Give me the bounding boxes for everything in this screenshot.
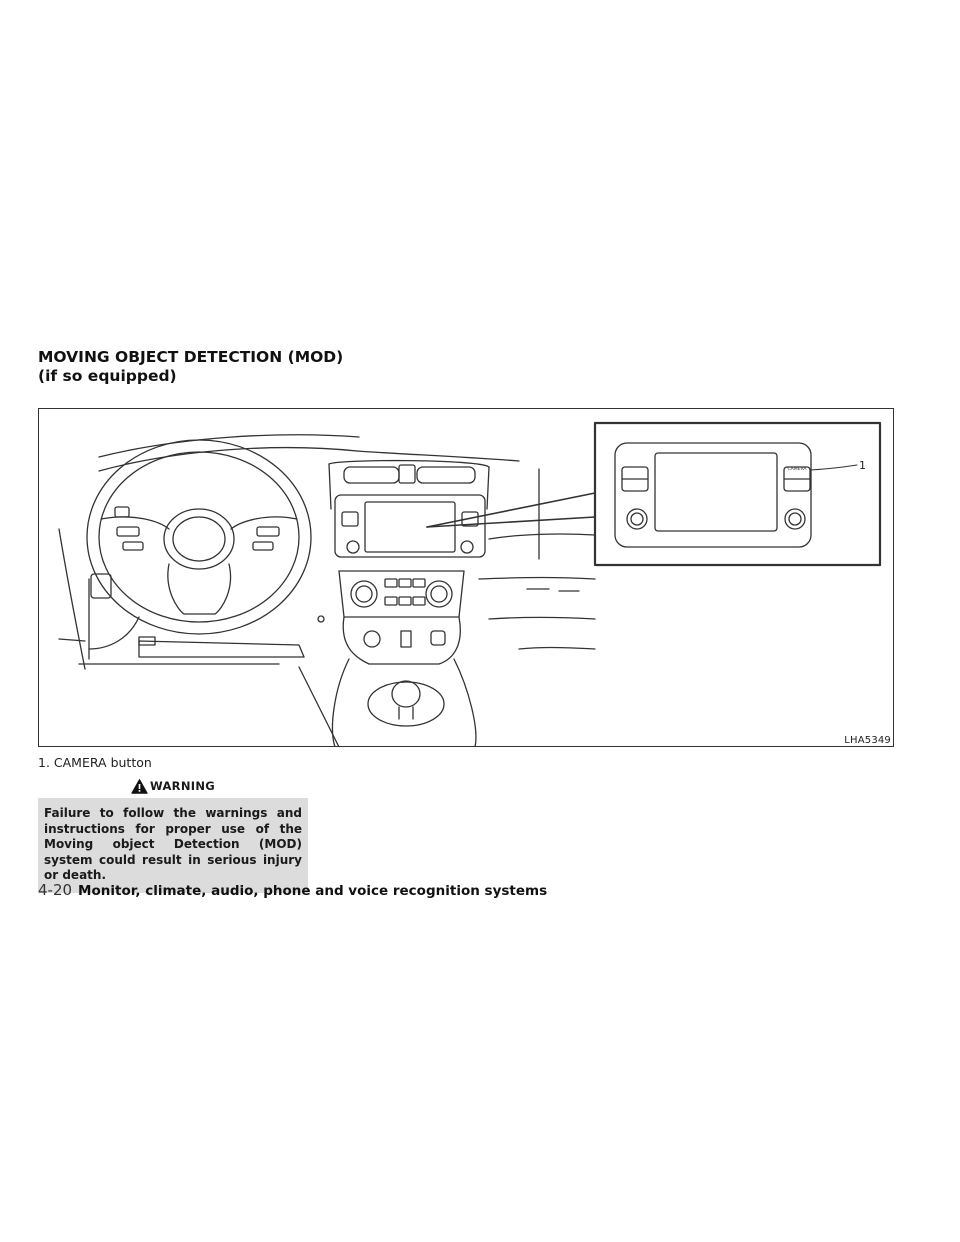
- inset-display-screen: [655, 453, 777, 531]
- callout-number: 1: [859, 459, 866, 472]
- dashboard-line-drawing: [39, 409, 894, 747]
- center-display-screen: [365, 502, 455, 552]
- warning-triangle-icon: [131, 779, 148, 794]
- climate-panel: [339, 571, 464, 617]
- shift-knob: [392, 681, 420, 707]
- left-center-vent: [344, 467, 399, 483]
- right-center-vent: [417, 467, 475, 483]
- chapter-title: Monitor, climate, audio, phone and voice recognition systems: [78, 883, 548, 899]
- steering-hub: [164, 509, 234, 569]
- figure-caption: 1. CAMERA button: [38, 755, 152, 770]
- dash-top-line: [99, 435, 359, 457]
- section-title-line1: MOVING OBJECT DETECTION (MOD): [38, 348, 344, 366]
- inset-frame: [595, 423, 880, 565]
- page-number: 4-20: [38, 881, 73, 899]
- warning-text: Failure to follow the warnings and instructions for proper use of the Moving object Detection (MOD) system could result in serious injury or death.: [38, 798, 308, 893]
- steering-wheel-rim: [87, 440, 311, 634]
- figure-code: LHA5349: [844, 735, 891, 746]
- section-title: [38, 348, 343, 386]
- dashboard-illustration: [38, 408, 894, 747]
- callout-line: [810, 465, 857, 470]
- section-title-line2: (if so equipped): [38, 367, 177, 385]
- warning-heading-row: [38, 774, 308, 798]
- warning-heading: WARNING: [150, 779, 215, 793]
- page-footer: [38, 881, 547, 899]
- warning-box: [38, 774, 308, 893]
- camera-button-label: CAMERA: [787, 467, 807, 472]
